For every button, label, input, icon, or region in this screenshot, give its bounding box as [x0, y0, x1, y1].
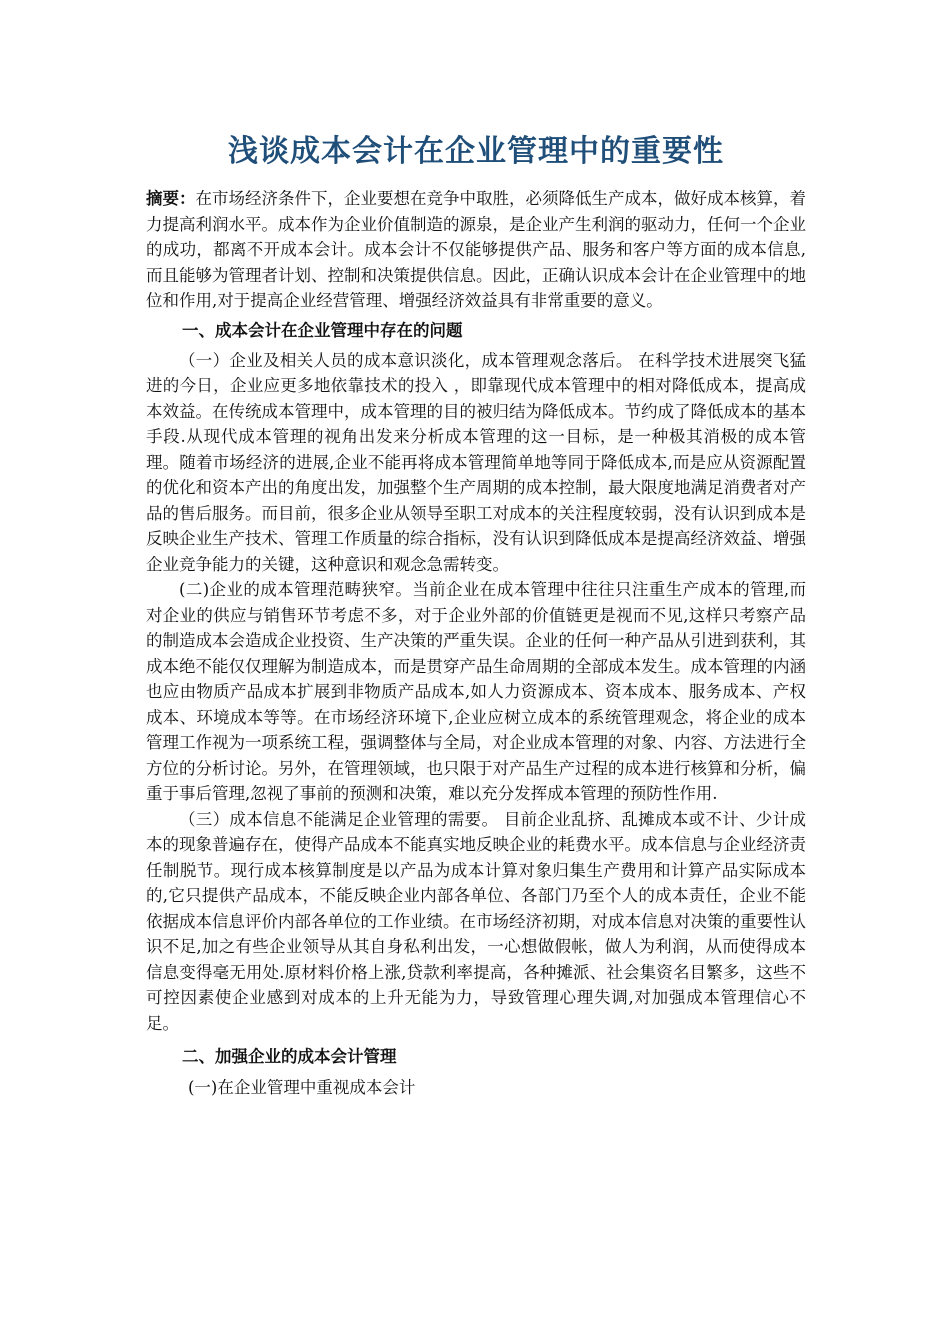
abstract-paragraph [146, 186, 806, 314]
document-title: 浅谈成本会计在企业管理中的重要性 [228, 134, 724, 169]
abstract-text: 在市场经济条件下，企业要想在竞争中取胜，必须降低生产成本，做好成本核算，着力提高利润水平。成本作为企业价值制造的源泉，是企业产生利润的驱动力，任何一个企业的成功，都离不开成本会计。成本会计不仅能够提供产品、服务和客户等方面的成本信息,而且能够为管理者计划、控制和决策提供信息。因此，正确认识成本会计在企业管理中的地位和作用,对于提高企业经营管理、增强经济效益具有非常重要的意义。 [146, 189, 806, 310]
section-heading-2: 二、加强企业的成本会计管理 [182, 1047, 397, 1066]
body-paragraph: （一）企业及相关人员的成本意识淡化，成本管理观念落后。 在科学技术进展突飞猛进的今日，企业应更多地依靠技术的投入 ，即靠现代成本管理中的相对降低成本，提高成本效益。在传统成本管理中，成本管理的目的被归结为降低成本。节约成了降低成本的基本手段.从现代成本管理的视角出发来分析成本管理的这一目标，是一种极其消极的成本管理。随着市场经济的进展,企业不能再将成本管理简单地等同于降低成本,而是应从资源配置的优化和资本产出的角度出发，加强整个生产周期的成本控制，最大限度地满足消费者对产品的售后服务。而目前，很多企业从领导至职工对成本的关注程度较弱，没有认识到成本是反映企业生产技术、管理工作质量的综合指标，没有认识到降低成本是提高经济效益、增强企业竞争能力的关键，这种意识和观念急需转变。 [146, 350, 806, 574]
subsection-heading: (一)在企业管理中重视成本会计 [188, 1078, 416, 1097]
section-heading-1: 一、成本会计在企业管理中存在的问题 [182, 320, 463, 340]
abstract-label: 摘要： [146, 189, 196, 208]
document-page [146, 130, 806, 1102]
body-paragraph: （三）成本信息不能满足企业管理的需要。 目前企业乱挤、乱摊成本或不计、少计成本的现象普遍存在，使得产品成本不能真实地反映企业的耗费水平。成本信息与企业经济责任制脱节。现行成本核算制度是以产品为成本计算对象归集生产费用和计算产品实际成本的,它只提供产品成本，不能反映企业内部各单位、各部门乃至个人的成本责任，企业不能依据成本信息评价内部各单位的工作业绩。在市场经济初期，对成本信息对决策的重要性认识不足,加之有些企业领导从其自身私利出发，一心想做假帐，做人为利润，从而使得成本信息变得毫无用处.原材料价格上涨,贷款利率提高，各种摊派、社会集资名目繁多，这些不可控因素使企业感到对成本的上升无能为力，导致管理心理失调,对加强成本管理信心不足。 [146, 809, 806, 1033]
body-paragraph: (二)企业的成本管理范畴狭窄。当前企业在成本管理中往往只注重生产成本的管理,而对企业的供应与销售环节考虑不多，对于企业外部的价值链更是视而不见,这样只考察产品的制造成本会造成企业投资、生产决策的严重失误。企业的任何一种产品从引进到获利，其成本绝不能仅仅理解为制造成本，而是贯穿产品生命周期的全部成本发生。成本管理的内涵也应由物质产品成本扩展到非物质产品成本,如人力资源成本、资本成本、服务成本、产权成本、环境成本等等。在市场经济环境下,企业应树立成本的系统管理观念，将企业的成本管理工作视为一项系统工程，强调整体与全局，对企业成本管理的对象、内容、方法进行全方位的分析讨论。另外，在管理领域，也只限于对产品生产过程的成本进行核算和分析，偏重于事后管理,忽视了事前的预测和决策，难以充分发挥成本管理的预防性作用. [146, 580, 806, 803]
